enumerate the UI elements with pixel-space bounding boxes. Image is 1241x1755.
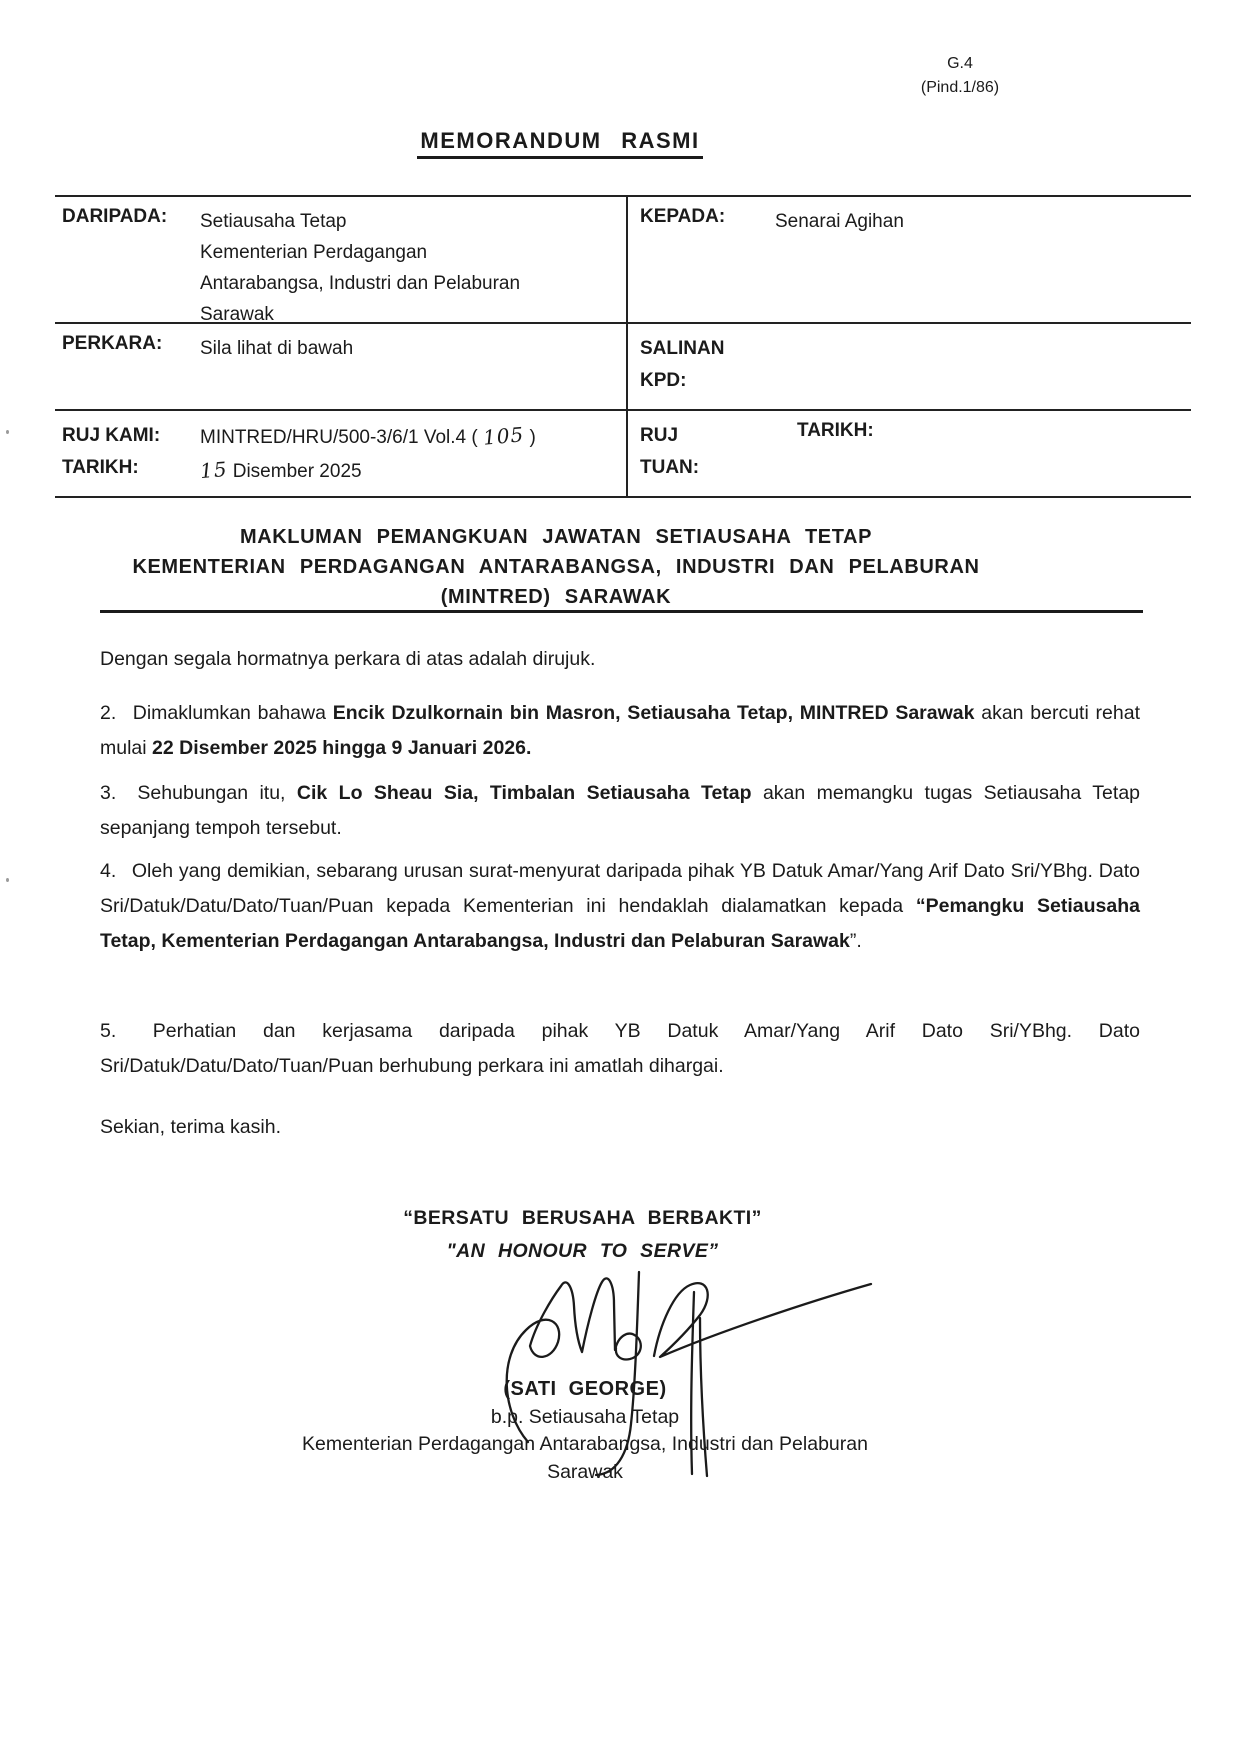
kepada-label: KEPADA: [640,206,726,227]
subject-heading [100,522,1012,612]
motto-block [170,1202,995,1268]
cell-perkara [55,324,628,409]
ruj-tuan-label: RUJ TUAN: [640,425,700,478]
tarikh-value [199,456,362,484]
ruj-kami-handwritten-number: 105 [482,422,526,450]
paragraph-salutation: Dengan segala hormatnya perkara di atas adalah dirujuk. [100,648,596,670]
table-row-addresses [55,197,1191,324]
daripada-value: Setiausaha Tetap Kementerian Perdagangan Antarabangsa, Industri dan Pelaburan Sarawak [200,211,521,325]
paragraph-5: 5. Perhatian dan kerjasama daripada pihak YB Datuk Amar/Yang Arif Dato Sri/YBhg. Dato Sri/Datuk/Datu/Dato/Tuan/Puan berhubung perkara ini amatlah dihargai. [100,1020,1140,1077]
scan-speck [6,878,9,882]
signature-stroke-flourish [654,1283,871,1357]
ruj-kami-labels: RUJ KAMI: TARIKH: [62,425,161,478]
signatory-block [170,1376,1000,1486]
tarikh-right-label: TARIKH: [797,420,874,441]
signatory-bp-line: b.p. Setiausaha Tetap [490,1405,680,1428]
form-code-block [880,52,1040,100]
cell-ruj-kami [55,411,628,496]
tarikh-month-year: Disember 2025 [227,461,362,482]
motto-line1: “BERSATU BERUSAHA BERBAKTI” [403,1207,762,1229]
cell-salinan [628,324,1191,409]
ruj-kami-ref [200,422,536,450]
paragraph-4: 4. Oleh yang demikian, sebarang urusan surat-menyurat daripada pihak YB Datuk Amar/Yang Arif Dato Sri/YBhg. Dato Sri/Datuk/Datu/Dato/Tuan/Puan kepada Kementerian ini hendaklah dialamatkan kepada “Pemangku Setiausaha Tetap, Kementerian Perdagangan Antarabangsa, Industri dan Pelaburan Sarawak”. [100,860,1140,952]
salinan-label: SALINAN KPD: [640,338,725,391]
cell-ruj-tuan [628,411,1191,496]
signatory-org-line2: Sarawak [547,1460,623,1483]
form-code: G.4 [947,55,973,72]
scan-speck [6,430,9,434]
motto-line2: "AN HONOUR TO SERVE” [446,1240,719,1262]
tarikh-handwritten-day: 15 [199,456,229,484]
table-row-subject [55,324,1191,411]
page-title: MEMORANDUM RASMI [417,128,702,159]
memo-header-table [55,195,1191,498]
heading-underline [100,610,1143,613]
kepada-value: Senarai Agihan [775,211,904,232]
subject-heading-line2: KEMENTERIAN PERDAGANGAN ANTARABANGSA, INDUSTRI DAN PELABURAN [132,556,980,578]
subject-heading-line1: MAKLUMAN PEMANGKUAN JAWATAN SETIAUSAHA TETAP [239,526,873,548]
subject-heading-line3: (MINTRED) SARAWAK [440,586,672,608]
ruj-kami-ref-prefix: MINTRED/HRU/500-3/6/1 Vol.4 ( [200,427,483,448]
daripada-label: DARIPADA: [62,206,168,227]
title-wrap [0,128,1120,159]
cell-kepada [628,197,1191,322]
cell-daripada [55,197,628,325]
ruj-kami-values [200,420,536,488]
perkara-value: Sila lihat di bawah [200,338,354,359]
signatory-name: (SATI GEORGE) [503,1378,667,1400]
ruj-kami-ref-suffix: ) [524,427,536,448]
paragraph-3: 3. Sehubungan itu, Cik Lo Sheau Sia, Timbalan Setiausaha Tetap akan memangku tugas Setiausaha Tetap sepanjang tempoh tersebut. [100,782,1141,839]
signatory-org-line1: Kementerian Perdagangan Antarabangsa, Industri dan Pelaburan [302,1433,868,1455]
form-revision: (Pind.1/86) [920,79,1000,96]
perkara-label: PERKARA: [62,333,163,354]
paragraph-2: 2. Dimaklumkan bahawa Encik Dzulkornain bin Masron, Setiausaha Tetap, MINTRED Sarawak akan bercuti rehat mulai 22 Disember 2025 hingga 9 Januari 2026. [100,702,1140,759]
table-row-references [55,411,1191,498]
paragraph-closing: Sekian, terima kasih. [100,1116,281,1138]
